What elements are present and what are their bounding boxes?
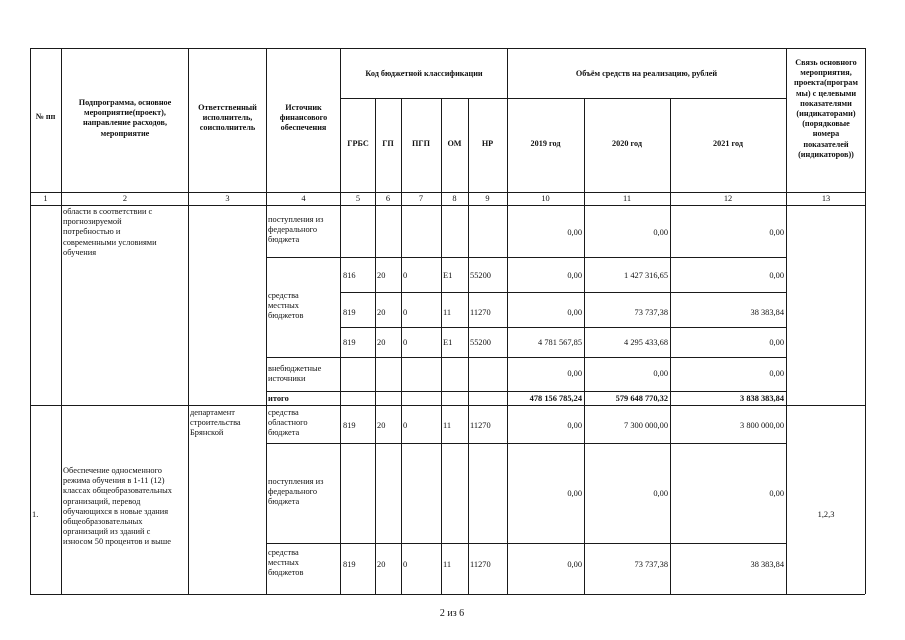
header-gp: ГП [382,139,394,148]
header-grbs: ГРБС [347,139,369,148]
block1-total: 579 648 770,32 [615,394,668,403]
col-number-1: 1 [43,194,48,203]
block1-cell: 0 [403,338,408,347]
table-rule [401,98,402,594]
header-volume: Объём средств на реализацию, рублей [575,69,718,78]
table-rule [584,98,585,594]
table-rule [188,48,189,594]
block2-cell: 0,00 [567,489,582,498]
table-rule [30,405,865,406]
table-rule [61,48,62,594]
block1-cell: 0 [403,308,408,317]
table-rule [341,292,786,293]
block1-total: 3 838 383,84 [740,394,784,403]
table-rule [341,327,786,328]
table-rule [30,192,865,193]
block1-cell: 38 383,84 [750,308,784,317]
table-rule [267,391,786,392]
block1-cell: 11270 [470,308,491,317]
block2-cell: 0,00 [769,489,784,498]
header-om: ОМ [447,139,462,148]
col-number-12: 12 [723,194,733,203]
col-number-4: 4 [301,194,306,203]
block1-total: 478 156 785,24 [529,394,582,403]
block1-cell: E1 [443,271,453,280]
col-number-11: 11 [622,194,632,203]
table-rule [507,98,508,594]
block1-total-label: итого [268,394,289,403]
table-rule [267,257,786,258]
block2-program-text: Обеспечение односменного режима обучения в 1-11 (12) классах общеобразовательных организаций, перевод обучающихся в новые здания общеобразовательных организаций из зданий с износом 50 процентов и выше [63,466,172,547]
block2-cell: 0,00 [567,560,582,569]
table-rule [267,543,786,544]
col-number-3: 3 [225,194,230,203]
header-source: Источник финансового обеспечения [279,103,328,133]
block2-cell: 73 737,38 [634,560,668,569]
header-2021: 2021 год [713,139,743,148]
header-kbk: Код бюджетной классификации [365,69,483,78]
table-rule [266,48,267,594]
block1-cell: 20 [377,338,386,347]
col-number-5: 5 [355,194,361,203]
block2-cell: 0 [403,560,408,569]
table-rule [341,98,786,99]
block2-cell: 20 [377,421,386,430]
table-rule [441,98,442,594]
block2-num: 1. [32,510,39,519]
header-nr: НР [481,139,494,148]
block1-cell: 0,00 [567,228,582,237]
block1-cell: E1 [443,338,453,347]
table-rule [507,48,508,98]
block1-source-federal: поступления из федерального бюджета [268,215,324,245]
block1-cell: 0,00 [567,369,582,378]
block2-cell: 20 [377,560,386,569]
block2-cell: 11 [443,560,452,569]
block1-cell: 819 [343,308,356,317]
block1-cell: 0,00 [769,338,784,347]
block1-program-text: области в соответствии с прогнозируемой потребностью и современными условиями обучения [63,207,157,257]
block2-cell: 0,00 [653,489,668,498]
col-number-9: 9 [485,194,490,203]
block1-cell: 0 [403,271,408,280]
col-number-13: 13 [821,194,831,203]
table-rule [30,48,865,49]
block1-cell: 73 737,38 [634,308,668,317]
block1-cell: 0,00 [653,369,668,378]
header-2020: 2020 год [612,139,642,148]
block2-cell: 11 [443,421,452,430]
block1-cell: 816 [343,271,356,280]
block1-cell: 0,00 [653,228,668,237]
block2-cell: 38 383,84 [750,560,784,569]
block1-cell: 0,00 [567,308,582,317]
block2-cell: 3 800 000,00 [740,421,784,430]
block2-source-federal: поступления из федерального бюджета [268,477,324,507]
table-rule [30,48,31,594]
block1-cell: 55200 [470,271,491,280]
block1-cell: 0,00 [769,228,784,237]
table-rule [30,205,865,206]
table-rule [30,594,865,595]
table-rule [267,357,786,358]
block2-executor: департамент строительства Брянской [190,408,241,438]
header-num: № пп [35,112,56,121]
block2-source-regional: средства областного бюджета [268,408,308,438]
col-number-7: 7 [418,194,424,203]
block1-cell: 1 427 316,65 [624,271,668,280]
block1-cell: 0,00 [769,271,784,280]
col-number-10: 10 [541,194,550,203]
table-rule [340,48,341,594]
block1-cell: 4 295 433,68 [624,338,668,347]
page-number: 2 из 6 [439,608,465,619]
table-rule [468,98,469,594]
block1-cell: 20 [377,308,386,317]
block2-cell: 11270 [470,421,491,430]
block2-cell: 819 [343,421,356,430]
block2-source-local: средства местных бюджетов [268,548,304,578]
block2-cell: 11270 [470,560,491,569]
block1-source-local: средства местных бюджетов [268,291,304,321]
col-number-8: 8 [452,194,457,203]
col-number-2: 2 [122,194,128,203]
header-link: Связь основного мероприятия, проекта(програм мы) с целевыми показателями (индикаторами) (порядковые номера показателей (индикаторов)) [794,58,858,159]
block1-source-offbudget: внебюджетные источники [268,364,322,384]
block2-cell: 7 300 000,00 [624,421,668,430]
block2-cell: 0,00 [567,421,582,430]
header-2019: 2019 год [530,139,561,148]
col-number-6: 6 [385,194,391,203]
block1-cell: 4 781 567,85 [538,338,582,347]
block1-cell: 11 [443,308,452,317]
table-rule [786,48,787,594]
block1-cell: 0,00 [567,271,582,280]
block1-cell: 819 [343,338,356,347]
header-program: Подпрограмма, основное мероприятие(проект), направление расходов, мероприятие [78,98,172,138]
header-pgp: ПГП [412,139,430,148]
table-rule [865,48,866,594]
table-rule [267,443,786,444]
header-executor: Ответственный исполнитель, соисполнитель [198,103,257,133]
block2-cell: 0 [403,421,408,430]
block2-link: 1,2,3 [817,510,835,519]
block2-cell: 819 [343,560,356,569]
table-rule [375,98,376,594]
block1-cell: 0,00 [769,369,784,378]
table-rule [670,98,671,594]
block1-cell: 55200 [470,338,491,347]
block1-cell: 20 [377,271,386,280]
